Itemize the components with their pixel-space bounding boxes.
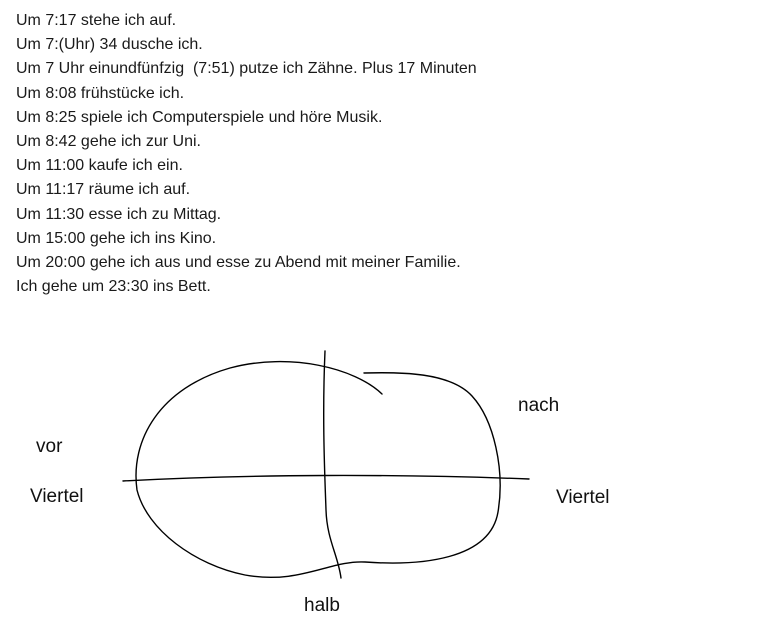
schedule-line: Um 11:00 kaufe ich ein. xyxy=(16,157,183,175)
schedule-line: Um 7:17 stehe ich auf. xyxy=(16,12,177,29)
label-halb: halb xyxy=(304,595,340,616)
schedule-line: Um 8:08 frühstücke ich. xyxy=(16,84,185,102)
schedule-line: Um 20:00 gehe ich aus und esse zu Abend mit meiner Familie. xyxy=(16,254,461,272)
schedule-line: Um 7:(Uhr) 34 dusche ich. xyxy=(16,36,203,54)
schedule-line: Um 11:30 esse ich zu Mittag. xyxy=(16,205,222,223)
schedule-line: Um 8:42 gehe ich zur Uni. xyxy=(16,133,201,151)
schedule-line: Um 7 Uhr einundfünfzig (7:51) putze ich Zähne. Plus 17 Minuten xyxy=(16,60,477,78)
schedule-line: Um 11:17 räume ich auf. xyxy=(16,181,191,199)
label-nach: nach xyxy=(518,395,560,416)
schedule-line: Um 8:25 spiele ich Computerspiele und höre Musik. xyxy=(16,108,383,126)
schedule-line: Um 15:00 gehe ich ins Kino. xyxy=(16,229,217,247)
label-vor: vor xyxy=(36,436,63,457)
horizontal-divider xyxy=(123,475,529,481)
label-viertel-right: Viertel xyxy=(556,487,610,508)
vertical-divider xyxy=(324,351,341,578)
schedule-line: Ich gehe um 23:30 ins Bett. xyxy=(16,278,211,296)
label-viertel-left: Viertel xyxy=(30,486,84,507)
clock-outline xyxy=(136,362,500,578)
